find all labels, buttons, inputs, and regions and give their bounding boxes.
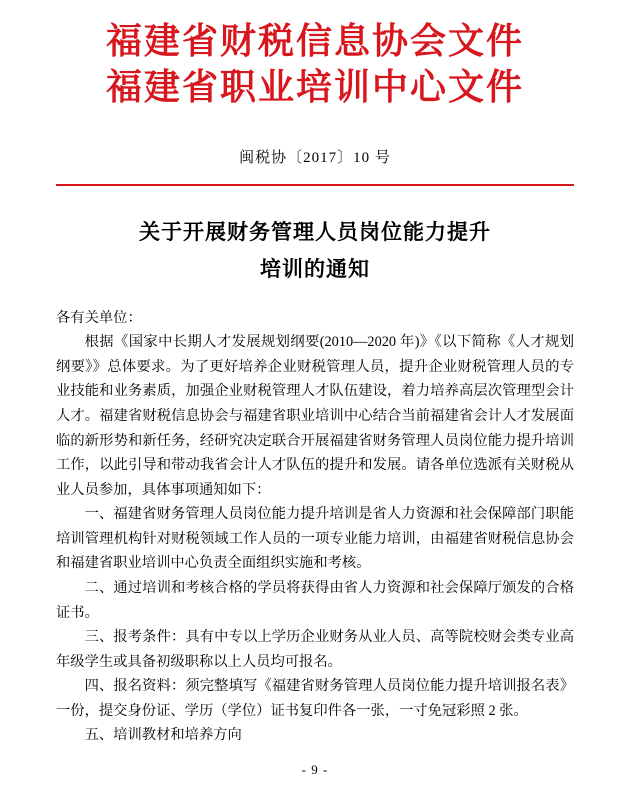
letterhead <box>56 18 574 110</box>
letterhead-line-1: 福建省财税信息协会文件 <box>105 20 524 62</box>
letterhead-line-2: 福建省职业培训中心文件 <box>105 66 524 109</box>
body-paragraph-4: 三、报考条件：具有中专以上学历企业财务从业人员、高等院校财会类专业高年级学生或具备初级职称以上人员均可报名。 <box>56 629 574 670</box>
body-paragraph-6: 五、培训教材和培养方向 <box>84 727 242 744</box>
document-body <box>56 306 574 748</box>
body-paragraph-2: 一、福建省财务管理人员岗位能力提升培训是省人力资源和社会保障部门职能培训管理机构针对财税领域工作人员的一项专业能力培训，由福建省财税信息协会和福建省职业培训中心负责全面组织实施和考核。 <box>56 506 574 572</box>
document-number: 闽税协〔2017〕10 号 <box>239 150 391 167</box>
page-number-footer: - 9 - <box>301 762 329 777</box>
red-divider-rule <box>56 184 574 186</box>
page-title <box>56 214 574 288</box>
body-paragraph-5: 四、报名资料：须完整填写《福建省财务管理人员岗位能力提升培训报名表》一份，提交身份证、学历（学位）证书复印件各一张，一寸免冠彩照 2 张。 <box>56 678 574 719</box>
body-paragraph-3: 二、通过培训和考核合格的学员将获得由省人力资源和社会保障厅颁发的合格证书。 <box>56 580 574 621</box>
page-title-line-2: 培训的通知 <box>260 256 370 281</box>
body-paragraph-1: 根据《国家中长期人才发展规划纲要(2010—2020 年)》《以下简称《人才规划纲要》》总体要求。为了更好培养企业财税管理人员，提升企业财税管理人员的专业技能和业务素质，加强企业财税管理人才队伍建设，着力培养高层次管理型会计人才。福建省财税信息协会与福建省职业培训中心结合当前福建省会计人才发展面临的新形势和新任务，经研究决定联合开展福建省财务管理人员岗位能力提升培训工作，以此引导和带动我省会计人才队伍的提升和发展。请各单位选派有关财税从业人员参加，具体事项通知如下： <box>56 334 574 498</box>
salutation: 各有关单位： <box>56 309 142 326</box>
page-title-line-1: 关于开展财务管理人员岗位能力提升 <box>139 220 491 245</box>
